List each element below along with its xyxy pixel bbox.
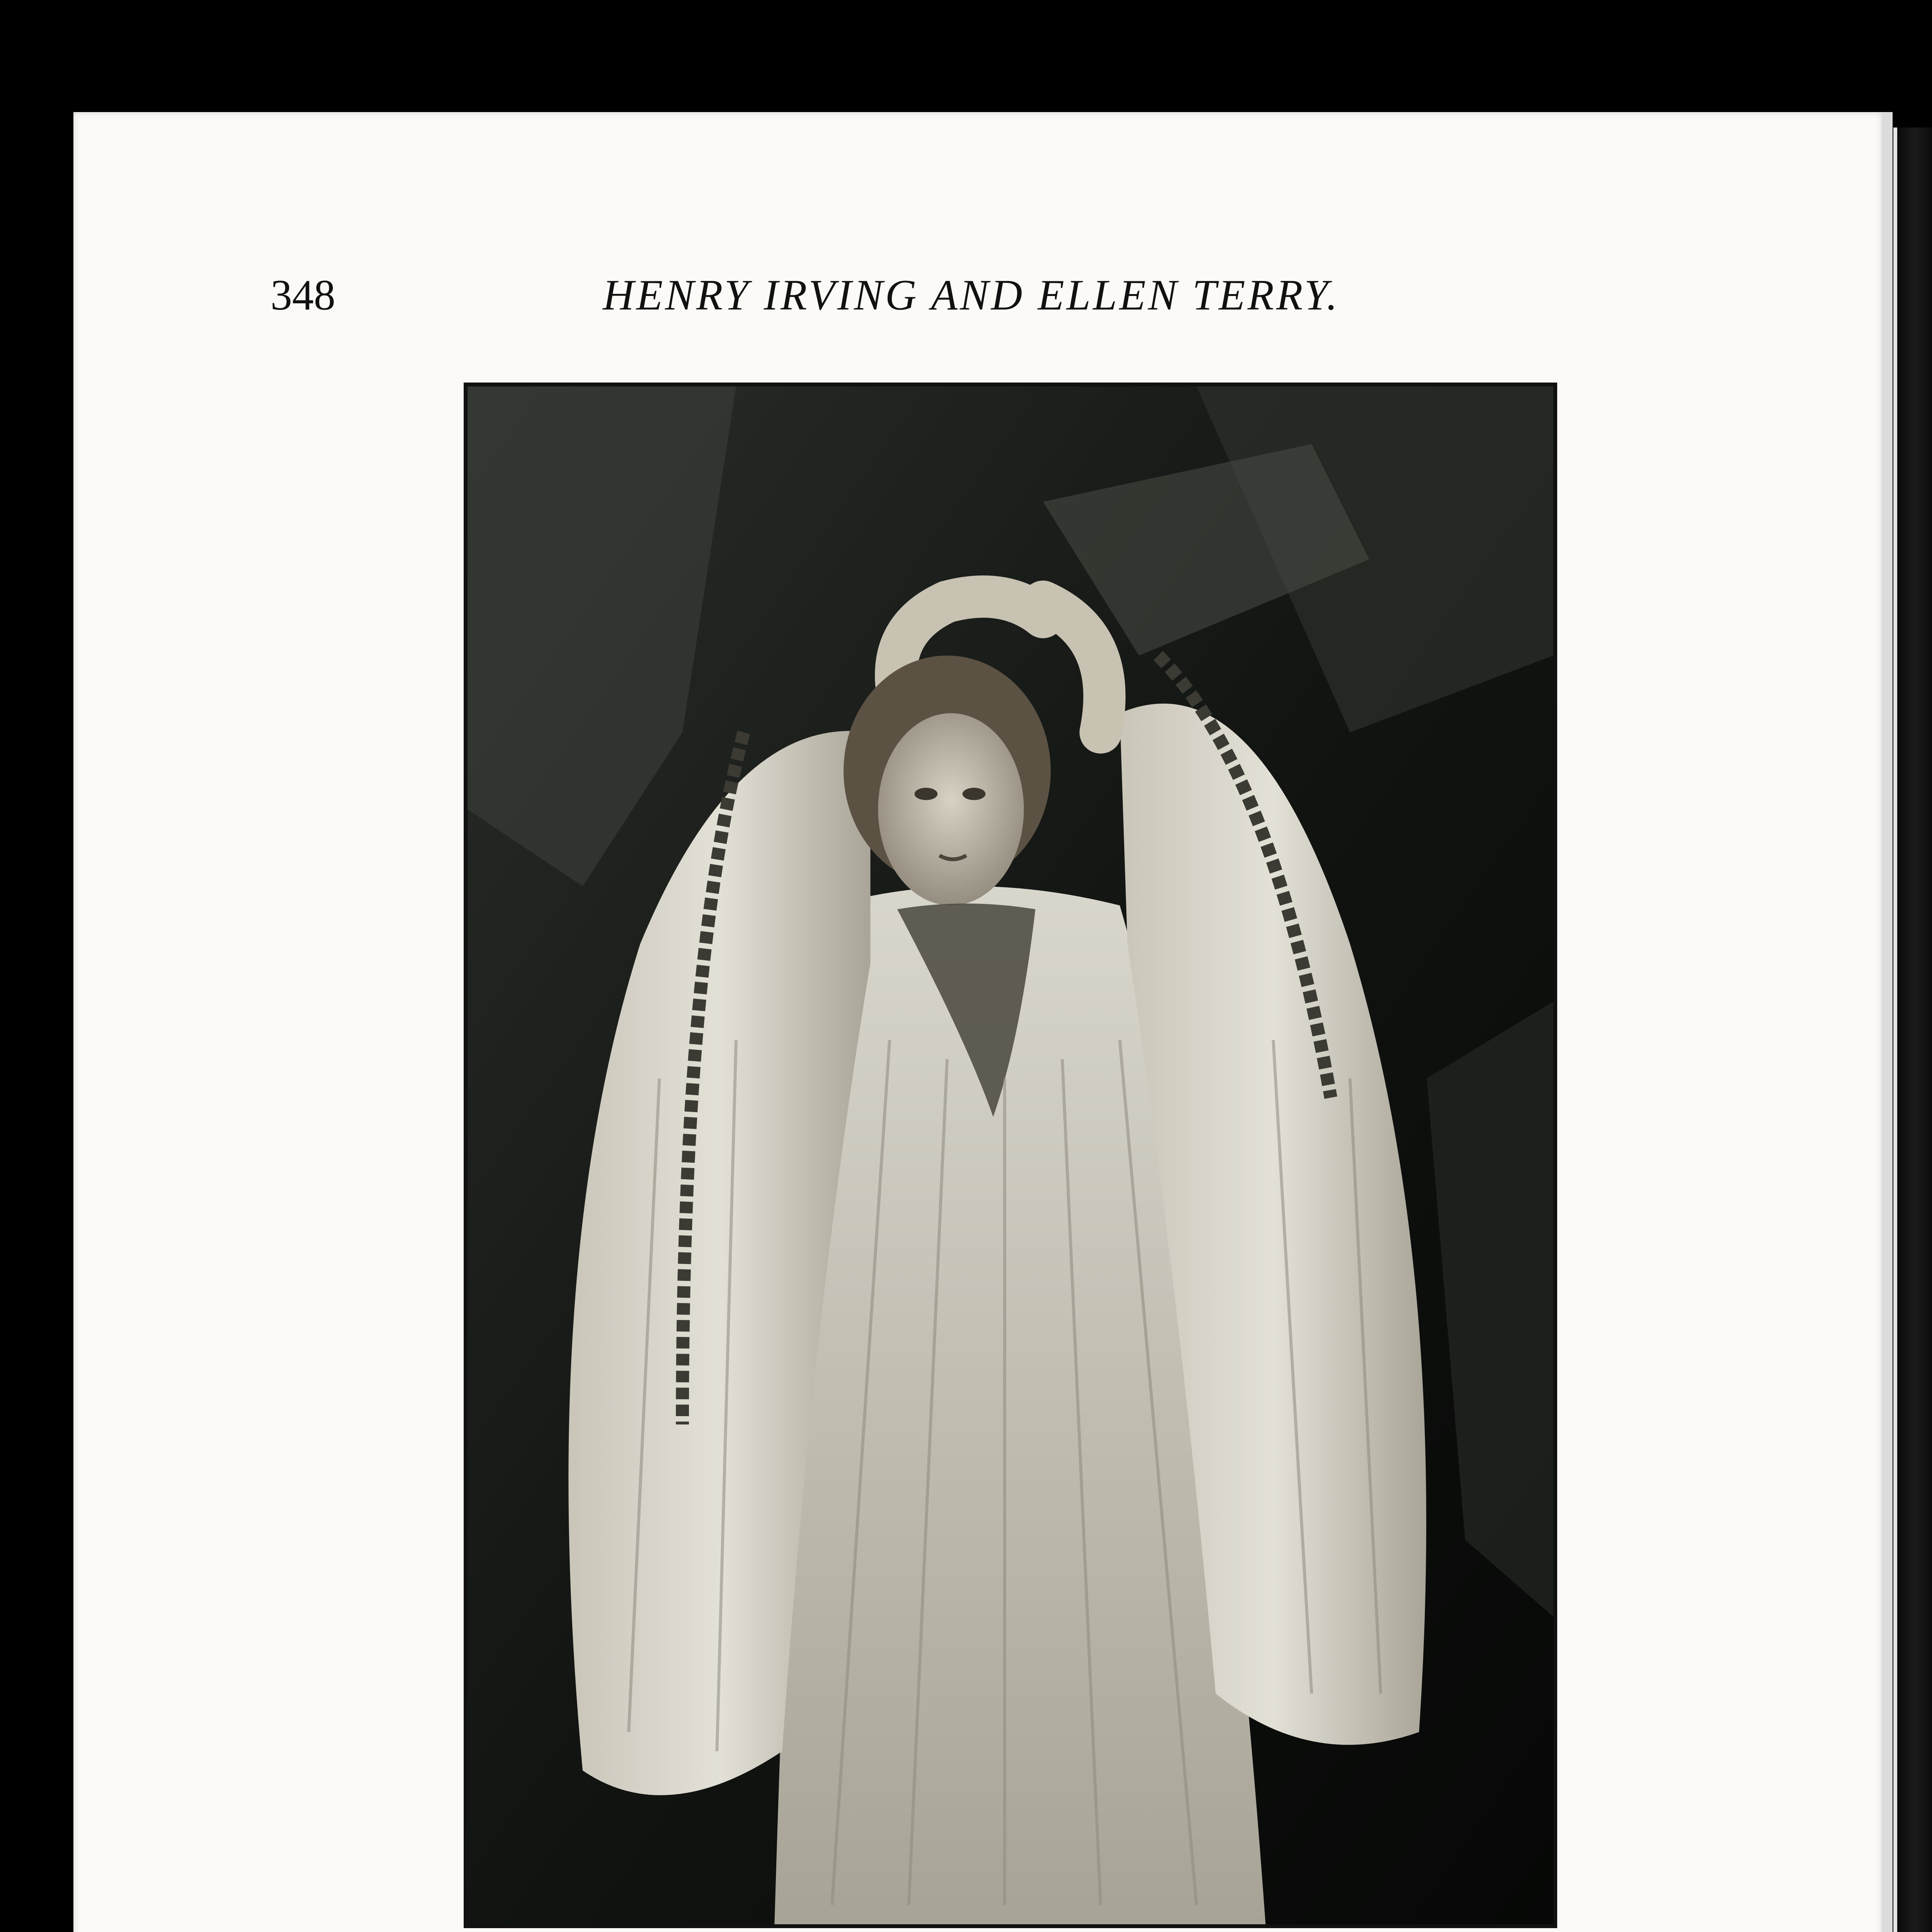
running-head: HENRY IRVING AND ELLEN TERRY. [603,271,1340,319]
adjacent-page-edge [1893,128,1932,1932]
portrait-photograph [468,386,1553,1924]
page-number: 348 [270,271,335,319]
photograph-plate [464,383,1557,1928]
